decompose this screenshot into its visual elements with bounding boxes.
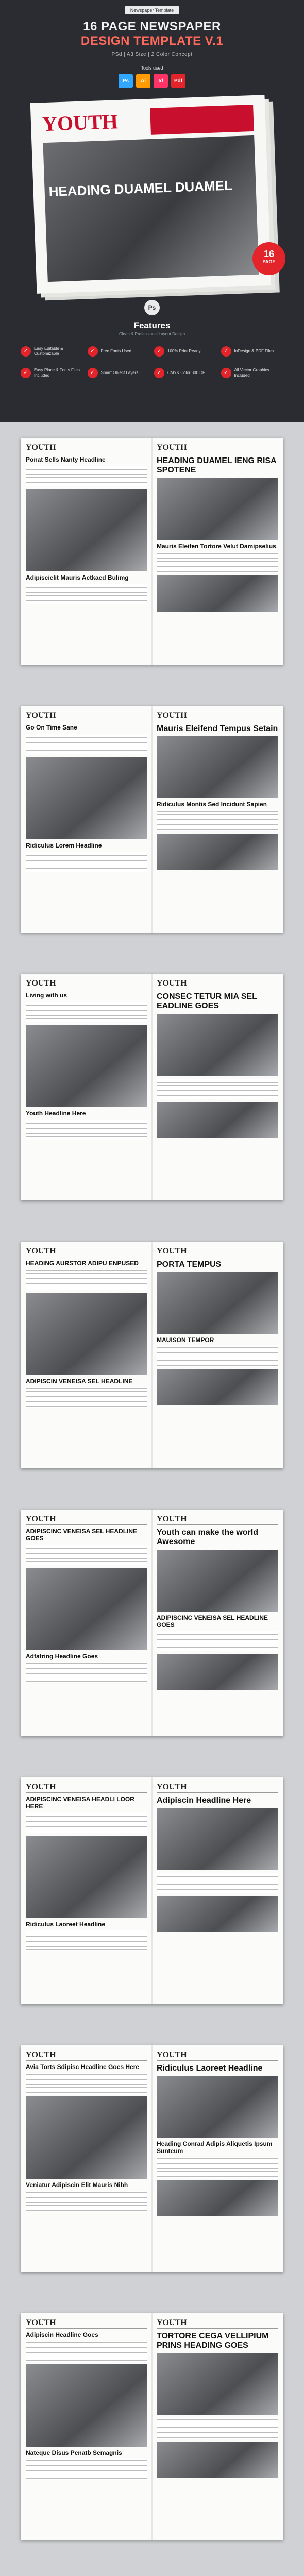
newspaper-spread — [21, 1242, 283, 1468]
left-subheadline: Veniatur Adipiscin Elit Mauris Nibh — [26, 2181, 128, 2189]
indesign-icon: Id — [154, 74, 168, 88]
left-subheadline: ADIPISCIN VENEISA SEL HEADLINE — [26, 1377, 133, 1385]
feature-item — [221, 346, 284, 357]
right-photo — [157, 2076, 278, 2138]
right-body-text — [157, 1346, 278, 1367]
right-photo-2 — [157, 575, 278, 612]
feature-check-icon: ✓ — [88, 368, 98, 378]
left-subheadline: Nateque Disus Penatb Semagnis — [26, 2449, 122, 2456]
left-body-text — [26, 2341, 147, 2362]
left-body-text — [26, 1545, 147, 1565]
newspaper-spread — [21, 2045, 283, 2272]
feature-check-icon: ✓ — [154, 368, 164, 378]
left-body-text — [26, 2073, 147, 2094]
right-body-text — [157, 552, 278, 573]
right-headline: TORTORE CEGA VELLIPIUM PRINS HEADING GOES — [157, 2332, 269, 2350]
left-page — [26, 443, 147, 659]
left-body-text-2 — [26, 584, 147, 604]
badge-label: PAGE — [262, 259, 276, 264]
feature-item — [221, 368, 284, 378]
right-page — [157, 2318, 278, 2535]
newspaper-spread — [21, 2313, 283, 2540]
feature-check-icon: ✓ — [21, 368, 31, 378]
right-headline: Ridiculus Laoreet Headline — [157, 2064, 263, 2073]
right-page — [157, 1247, 278, 1463]
left-body-text — [26, 1269, 147, 1290]
feature-text: InDesign & PDF Files — [234, 349, 274, 354]
left-body-text — [26, 1812, 147, 1833]
right-body-text — [157, 810, 278, 831]
hero-section — [0, 0, 304, 422]
left-page — [26, 1515, 147, 1731]
feature-text: Smart Object Layers — [100, 370, 139, 376]
right-body-text — [157, 2418, 278, 2439]
left-photo — [26, 2364, 147, 2447]
hero-masthead: YOUTH — [42, 110, 119, 136]
right-headline: HEADING DUAMEL IENG RISA SPOTENE — [157, 456, 277, 475]
left-masthead: YOUTH — [26, 2050, 147, 2061]
right-photo-2 — [157, 1896, 278, 1932]
feature-check-icon: ✓ — [88, 346, 98, 357]
left-headline: Ponat Sells Nanty Headline — [26, 456, 106, 463]
right-photo-2 — [157, 834, 278, 870]
right-masthead: YOUTH — [157, 711, 278, 721]
left-headline: HEADING AURSTOR ADIPU ENPUSED — [26, 1260, 139, 1267]
feature-item — [154, 346, 217, 357]
left-body-text — [26, 1002, 147, 1022]
right-headline: Adipiscin Headline Here — [157, 1796, 251, 1805]
photoshop-badge-icon: Ps — [144, 300, 160, 315]
right-photo-2 — [157, 1654, 278, 1690]
badge-number: 16 — [263, 249, 275, 259]
feature-check-icon: ✓ — [221, 368, 231, 378]
left-body-text-2 — [26, 1930, 147, 1951]
right-photo — [157, 736, 278, 798]
newspaper-spread — [21, 1510, 283, 1736]
left-photo — [26, 1293, 147, 1375]
left-body-text-2 — [26, 2191, 147, 2212]
newspaper-spread — [21, 438, 283, 665]
right-photo — [157, 1550, 278, 1612]
right-photo-2 — [157, 1102, 278, 1138]
feature-text: Free Fonts Used — [100, 349, 132, 354]
left-masthead: YOUTH — [26, 2318, 147, 2329]
feature-check-icon: ✓ — [21, 346, 31, 357]
right-masthead: YOUTH — [157, 2050, 278, 2061]
left-masthead: YOUTH — [26, 979, 147, 989]
feature-item — [154, 368, 217, 378]
right-headline: PORTA TEMPUS — [157, 1260, 222, 1269]
right-subheadline: Ridiculus Montis Sed Incidunt Sapien — [157, 801, 267, 808]
left-subheadline: Adipiscielit Mauris Actkaed Bulimg — [26, 573, 129, 581]
right-subheadline: ADIPISCINC VENEISA SEL HEADLINE GOES — [157, 1614, 268, 1629]
feature-text: Easy Place & Fonts Files Included — [34, 368, 80, 378]
photoshop-icon: Ps — [119, 74, 133, 88]
feature-item — [21, 368, 83, 378]
right-photo-2 — [157, 2442, 278, 2478]
left-page — [26, 1247, 147, 1463]
right-page — [157, 1515, 278, 1731]
feature-check-icon: ✓ — [154, 346, 164, 357]
right-page — [157, 443, 278, 659]
right-body-text — [157, 2157, 278, 2178]
left-photo — [26, 1025, 147, 1107]
right-page — [157, 711, 278, 927]
tools-row — [115, 74, 189, 88]
left-page — [26, 979, 147, 1195]
hero-title-line2: DESIGN TEMPLATE V.1 — [80, 34, 224, 48]
left-body-text — [26, 734, 147, 754]
right-subheadline: Mauris Eleifen Tortore Velut Damipselius — [157, 542, 276, 550]
feature-text: All Vector Graphics Included — [234, 368, 269, 378]
left-headline: Adipiscin Headline Goes — [26, 2331, 98, 2338]
right-body-text — [157, 1873, 278, 1893]
hero-specs: PSd | A3 Size | 2 Color Concept — [111, 52, 193, 57]
left-masthead: YOUTH — [26, 1515, 147, 1525]
left-headline: ADIPISCINC VENEISA SEL HEADLINE GOES — [26, 1528, 138, 1542]
right-photo — [157, 1808, 278, 1870]
tools-label: Tools used — [141, 65, 163, 71]
right-photo — [157, 1014, 278, 1076]
left-body-text-2 — [26, 1387, 147, 1408]
feature-item — [88, 368, 150, 378]
left-body-text-2 — [26, 852, 147, 872]
right-body-text — [157, 1631, 278, 1651]
left-masthead: YOUTH — [26, 711, 147, 721]
left-photo — [26, 1568, 147, 1650]
right-masthead: YOUTH — [157, 2318, 278, 2329]
right-subheadline: Heading Conrad Adipis Aliquetis Ipsum Sunteum — [157, 2140, 273, 2155]
feature-check-icon: ✓ — [221, 346, 231, 357]
feature-text: Easy Editable & Customizable — [34, 346, 63, 356]
right-photo — [157, 2353, 278, 2415]
feature-item — [88, 346, 150, 357]
left-headline: Go On Time Sane — [26, 724, 77, 731]
right-headline: Mauris Eleifend Tempus Setain — [157, 724, 278, 733]
left-subheadline: Youth Headline Here — [26, 1109, 86, 1117]
hero-newspaper-mockup — [30, 95, 275, 294]
left-page — [26, 711, 147, 927]
right-masthead: YOUTH — [157, 1515, 278, 1525]
features-subtitle: Clean & Professional Layout Design — [119, 332, 185, 336]
newspaper-spread — [21, 1777, 283, 2004]
left-body-text-2 — [26, 1120, 147, 1140]
hero-title-line1: 16 PAGE NEWSPAPER — [83, 20, 221, 33]
left-body-text — [26, 466, 147, 486]
left-masthead: YOUTH — [26, 443, 147, 453]
feature-item — [21, 346, 83, 357]
illustrator-icon: Ai — [136, 74, 150, 88]
left-page — [26, 2050, 147, 2267]
right-page — [157, 979, 278, 1195]
right-photo-2 — [157, 2180, 278, 2216]
pdf-icon: Pdf — [171, 74, 185, 88]
left-photo — [26, 489, 147, 571]
right-masthead: YOUTH — [157, 443, 278, 453]
left-subheadline: Adfatring Headline Goes — [26, 1652, 98, 1660]
left-photo — [26, 2096, 147, 2179]
right-masthead: YOUTH — [157, 979, 278, 989]
right-headline: Youth can make the world Awesome — [157, 1528, 259, 1547]
feature-text: 100% Print Ready — [167, 349, 201, 354]
left-masthead: YOUTH — [26, 1783, 147, 1793]
features-title: Features — [133, 320, 171, 330]
hero-cover-headline: HEADING DUAMEL DUAMEL — [48, 177, 233, 199]
right-page — [157, 1783, 278, 1999]
left-body-text-2 — [26, 1662, 147, 1683]
left-subheadline: Ridiculus Laoreet Headline — [26, 1920, 106, 1928]
right-subheadline: MAUISON TEMPOR — [157, 1336, 214, 1344]
features-grid — [21, 346, 283, 378]
left-masthead: YOUTH — [26, 1247, 147, 1257]
left-headline: Avia Torts Sdipisc Headline Goes Here — [26, 2063, 140, 2071]
left-headline: ADIPISCINC VENEISA HEADLI LOOR HERE — [26, 1795, 134, 1810]
hero-red-box — [150, 105, 254, 135]
right-body-text — [157, 1079, 278, 1099]
left-page — [26, 1783, 147, 1999]
newspaper-spread — [21, 706, 283, 933]
right-photo-2 — [157, 1369, 278, 1405]
feature-text: CMYK Color 300 DPI — [167, 370, 207, 376]
right-photo — [157, 478, 278, 540]
hero-cover-photo — [43, 135, 259, 282]
left-page — [26, 2318, 147, 2535]
right-page — [157, 2050, 278, 2267]
left-subheadline: Ridiculus Lorem Headline — [26, 841, 102, 849]
left-photo — [26, 757, 147, 839]
right-headline: CONSEC TETUR MIA SEL EADLINE GOES — [157, 992, 257, 1011]
category-tag: Newspaper Template — [125, 6, 179, 14]
left-photo — [26, 1836, 147, 1918]
page-count-badge — [252, 242, 285, 275]
newspaper-spread — [21, 974, 283, 1200]
right-masthead: YOUTH — [157, 1783, 278, 1793]
right-masthead: YOUTH — [157, 1247, 278, 1257]
left-headline: Living with us — [26, 992, 67, 999]
left-body-text-2 — [26, 2459, 147, 2480]
right-photo — [157, 1272, 278, 1334]
